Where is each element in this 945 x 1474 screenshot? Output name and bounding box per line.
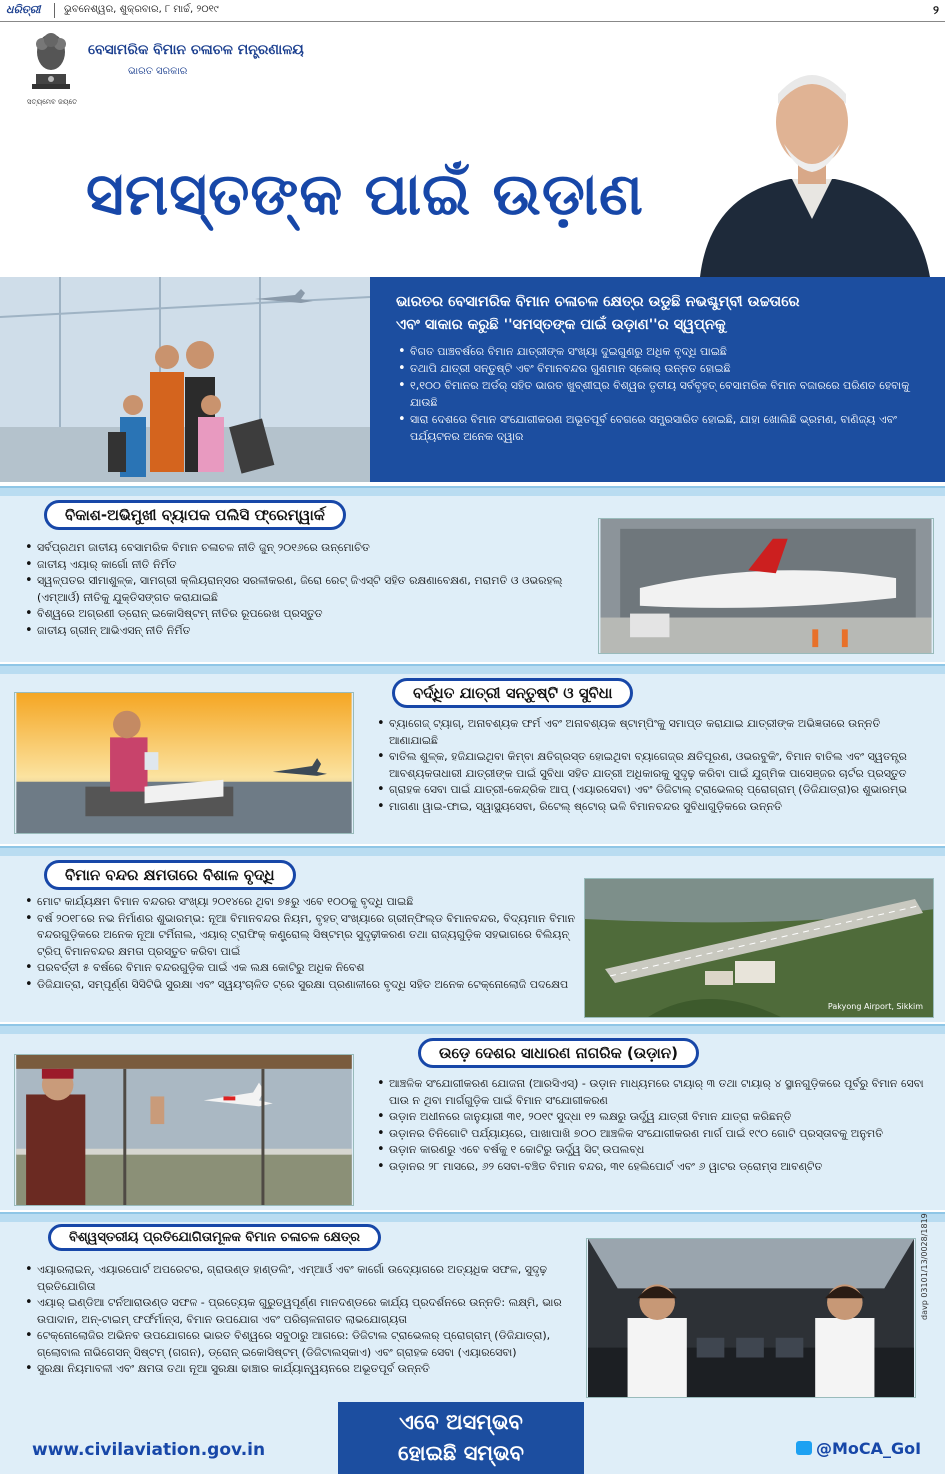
list-item: • ଏୟାରଲାଇନ୍, ଏୟାରପୋର୍ଟ ଅପରେଟର, ଗ୍ରାଉଣ୍ଡ ହାଣ୍ଡଲିଂ, ଏମ୍ଆର୍ଓ ଏବଂ କାର୍ଗୋ ଉଦ୍ୟୋଗରେ ଅତ୍ୟଧିକ ସଫଳ, ସୁଦୃଢ଼ ପ୍ରତିଯୋଗିତା	[24, 1262, 584, 1295]
list-item: • ବାତିଲ ଶୁଳ୍କ, ହଜିଯାଇଥିବା କିମ୍ବା କ୍ଷତିଗ୍ରସ୍ତ ହୋଇଥିବା ବ୍ୟାଗେଜ୍‌ର କ୍ଷତିପୂରଣ, ଓଭରବୁକିଂ, ବିମାନ ବାତିଲ ଏବଂ ସ୍ୱତନ୍ତ୍ର ଆବଶ୍ୟକତାଧାରୀ ଯାତ୍ରୀଙ୍କ ପାଇଁ ସୁବିଧା ସହିତ ଯାତ୍ରୀ ଅଧିକାରକୁ ସୁଦୃଢ଼ କରିବା ପାଇଁ ଯୁଗ୍ମିକ ପାସେଞ୍ଜର ଚାର୍ଟର ପ୍ରସ୍ତୁତ	[376, 749, 931, 782]
newspaper-name: ଧରିତ୍ରୀ	[6, 3, 41, 16]
intro-title-line1: ଭାରତର ବେସାମରିକ ବିମାନ ଚଳାଚଳ କ୍ଷେତ୍ର ଉଡୁଛି ନଭଶ୍ଚୁମ୍ବୀ ଉଚ୍ଚତାରେ	[396, 294, 800, 310]
list-item: • ତଥାପି ଯାତ୍ରୀ ସନ୍ତୁଷ୍ଟି ଏବଂ ବିମାନବନ୍ଦର ଗୁଣମାନ ସ୍କୋର୍ ଉନ୍ନତ ହୋଇଛି	[396, 360, 923, 377]
newspaper-masthead	[0, 0, 945, 22]
list-item: • ବର୍ଷ ୨୦୧୮ରେ ନଭ ନିର୍ମାଣର ଶୁଭାରମ୍ଭ: ନୂଆ ବିମାନବନ୍ଦର ନିୟମ, ବୃହତ୍ ସଂଖ୍ୟାରେ ଗ୍ରୀନ୍‌ଫିଲ୍ଡ ବିମାନବନ୍ଦର, ବିଦ୍ୟମାନ ବିମାନ ବନ୍ଦରଗୁଡ଼ିକରେ ଅନେକ ନୂଆ ଟର୍ମିନାଲ, ଏୟାର୍ ଟ୍ରାଫିକ୍ କଣ୍ଟ୍ରୋଲ୍ ସିଷ୍ଟମ୍‌ର ସୁଦୃଢ଼ୀକରଣ ତଥା ରାଜ୍ୟଗୁଡ଼ିକ ସହଭାଗରେ ବିଲିୟନ୍ ଟ୍ରିପ୍ ବିମାନବନ୍ଦର କ୍ଷମତା ପ୍ରସ୍ତୁତ କରିବା ପାଇଁ	[24, 911, 584, 961]
family-at-airport-photo	[0, 277, 370, 482]
intro-title	[396, 291, 923, 337]
list-item: • ଗ୍ରାହକ ସେବା ପାଇଁ ଯାତ୍ରୀ-କେନ୍ଦ୍ରିକ ଆପ୍ (ଏୟାରସେବା) ଏବଂ ଡିଜିଟାଲ୍ ଟ୍ରାଭେଲର୍ ପ୍ରୋଗ୍ରାମ୍ (ଡିଜିଯାତ୍ରା)ର ଶୁଭାରମ୍ଭ	[376, 782, 931, 799]
photo-caption: Pakyong Airport, Sikkim	[827, 1002, 923, 1011]
section-band	[0, 1214, 945, 1222]
section-band	[0, 848, 945, 856]
section-title: ବିଶ୍ୱସ୍ତରୀୟ ପ୍ରତିଯୋଗିତାମୂଳକ ବିମାନ ଚଳାଚଳ କ୍ଷେତ୍ର	[48, 1224, 381, 1251]
list-item: • ଜାତୀୟ ଗ୍ରୀନ୍ ଆଭିଏସନ୍ ନୀତି ନିର୍ମିତ	[24, 623, 594, 640]
pakyong-airport-photo	[584, 878, 934, 1018]
section-title: ଉଡ଼େ ଦେଶର ସାଧାରଣ ନାଗରିକ (ଉଡ଼ାନ)	[418, 1038, 699, 1068]
intro-title-line2: ଏବଂ ସାକାର କରୁଛି ''ସମସ୍ତଙ୍କ ପାଇଁ ଉଡ଼ାଣ''ର ସ୍ୱପ୍ନକୁ	[396, 317, 726, 333]
woman-with-tablet-photo	[14, 692, 354, 834]
list-item: • ଉଡ଼ାନ ଅଧୀନରେ ଜାନୁୟାରୀ ୩୧, ୨୦୧୯ ସୁଦ୍ଧା ୧୨ ଲକ୍ଷରୁ ଊର୍ଦ୍ଧ୍ୱ ଯାତ୍ରୀ ବିମାନ ଯାତ୍ରା କରିଛନ୍ତି	[376, 1109, 931, 1126]
list-item: • ପରବର୍ତ୍ତୀ ୫ ବର୍ଷରେ ବିମାନ ବନ୍ଦରଗୁଡ଼ିକ ପାଇଁ ଏକ ଲକ୍ଷ କୋଟିରୁ ଅଧିକ ନିବେଶ	[24, 960, 584, 977]
list-item: • ଟେକ୍ନୋଲୋଜିର ଅଭିନବ ଉପଯୋଗରେ ଭାରତ ବିଶ୍ୱରେ ସବୁଠାରୁ ଆଗରେ: ଡିଜିଟାଲ ଟ୍ରାଭେଲର୍ ପ୍ରୋଗ୍ରାମ୍ (ଡିଜିଯାତ୍ରା), ଗ୍ଲୋବାଲ ନାଭିଗେସନ୍ ସିଷ୍ଟମ୍ (ଗଗନ), ଡ୍ରୋନ୍ ଇକୋସିଷ୍ଟମ୍ (ଡିଜିଟାଲସ୍କାଏ) ଏବଂ ଗ୍ରାହକ ସେବା (ଏୟାରସେବା)	[24, 1328, 584, 1361]
section-title: ବିକାଶ-ଅଭିମୁଖୀ ବ୍ୟାପକ ପଲିସି ଫ୍ରେମ୍‌ୱାର୍କ	[44, 500, 346, 530]
dateline: ଭୁବନେଶ୍ୱର, ଶୁକ୍ରବାର, ୮ ମାର୍ଚ୍ଚ, ୨୦୧୯	[64, 4, 219, 15]
list-item: • ଉଡ଼ାନ କାରଣରୁ ଏବେ ବର୍ଷକୁ ୧ କୋଟିରୁ ଊର୍ଦ୍ଧ୍ୱ ସିଟ୍ ଉପଲବ୍ଧ	[376, 1142, 931, 1159]
aircraft-hangar-photo	[598, 518, 934, 654]
section-band	[0, 488, 945, 496]
list-item: • ମାଗଣା ୱାଇ-ଫାଇ, ସ୍ୱାସ୍ଥ୍ୟସେବା, ରିଟେଲ୍ ଷ୍ଟୋର୍ ଭଳି ବିମାନବନ୍ଦର ସୁବିଧାଗୁଡ଼ିକରେ ଉନ୍ନତି	[376, 799, 931, 816]
section-bullet-list	[376, 716, 931, 815]
website-link[interactable]: www.civilaviation.gov.in	[32, 1440, 266, 1460]
women-pilots-cockpit-photo	[586, 1238, 916, 1398]
footer	[0, 1402, 945, 1474]
emblem-motto: ସତ୍ୟମେବ ଜୟତେ	[26, 98, 78, 106]
hero-section	[0, 22, 945, 277]
davp-code: davp 03101/13/0028/1819	[920, 1213, 929, 1320]
twitter-handle-text: @MoCA_GoI	[816, 1439, 922, 1458]
list-item: • ବ୍ୟାଗେଜ୍ ଟ୍ୟାଗ୍, ଅନାବଶ୍ୟକ ଫର୍ମ ଏବଂ ଅନାବଶ୍ୟକ ଷ୍ଟାମ୍ପିଂକୁ ସମାପ୍ତ କରାଯାଇ ଯାତ୍ରୀଙ୍କ ଅଭିଜ୍ଞତାରେ ଉନ୍ନତି ଆଣାଯାଇଛି	[376, 716, 931, 749]
section-competitive-sector	[0, 1212, 945, 1402]
intro-section	[0, 277, 945, 482]
government-name: ଭାରତ ସରକାର	[128, 66, 188, 77]
list-item: • ଉଡ଼ାନର ତିନିଗୋଟି ପର୍ଯ୍ୟାୟରେ, ପାଖାପାଖି ୭୦୦ ଆଞ୍ଚଳିକ ସଂଯୋଗୀକରଣ ମାର୍ଗ ପାଇଁ ୧୯୦ ଗୋଟି ପ୍ରସ୍ତାବକୁ ଅନୁମତି	[376, 1126, 931, 1143]
intro-bullet-list	[396, 343, 923, 445]
list-item: • ସ୍ୱଳ୍ପତର ସୀମାଶୁଳ୍କ, ସାମଗ୍ରୀ କ୍ଲିୟରାନ୍ସର ସରଳୀକରଣ, ଜିରୋ ରେଟ୍ ଜିଏସ୍‌ଟି ସହିତ ରକ୍ଷଣାବେକ୍ଷଣ, ମରାମତି ଓ ଓଭରହଲ୍ (ଏମ୍ଆର୍ଓ) ନୀତିକୁ ଯୁକ୍ତିସଙ୍ଗତ କରାଯାଇଛି	[24, 573, 594, 606]
section-band	[0, 666, 945, 674]
section-title: ବର୍ଦ୍ଧିତ ଯାତ୍ରୀ ସନ୍ତୁଷ୍ଟି ଓ ସୁବିଧା	[392, 678, 633, 708]
list-item: • ଏୟାର୍ ଇଣ୍ଡିଆ ଟର୍ନଆରାଉଣ୍ଡ ସଫଳ - ପ୍ରତ୍ୟେକ ଗୁରୁତ୍ୱପୂର୍ଣ୍ଣ ମାନଦଣ୍ଡରେ କାର୍ଯ୍ୟ ପ୍ରଦର୍ଶନରେ ଉନ୍ନତି: ଲକ୍ଷ୍ମି, ଭାର ଉପାଦାନ, ଅନ୍-ଟାଇମ୍ ଫର୍ଫର୍ମାନ୍ସ, ବିମାନ ଉପଯୋଗ ଏବଂ ପରିଚାଳନାଗତ ଲାଭଯୋଗ୍ୟତା	[24, 1295, 584, 1328]
ministry-name: ବେସାମରିକ ବିମାନ ଚଳାଚଳ ମନ୍ତ୍ରଣାଳୟ	[88, 42, 304, 58]
list-item: • ଆଞ୍ଚଳିକ ସଂଯୋଗୀକରଣ ଯୋଜନା (ଆରସିଏସ୍) - ଉଡ଼ାନ ମାଧ୍ୟମରେ ଟାୟାର୍ ୩ ତଥା ଟାୟାର୍ ୪ ସ୍ଥାନଗୁଡ଼ିକରେ ପୂର୍ବରୁ ବିମାନ ସେବା ପାଉ ନ ଥିବା ମାର୍ଗଗୁଡ଼ିକ ପାଇଁ ବିମାନ ସଂଯୋଗୀକରଣ	[376, 1076, 931, 1109]
man-waving-at-plane-photo	[14, 1054, 354, 1206]
headline: ସମସ୍ତଙ୍କ ପାଇଁ ଉଡ଼ାଣ	[86, 160, 644, 228]
section-udan	[0, 1024, 945, 1210]
section-airport-capacity	[0, 846, 945, 1022]
section-bullet-list	[24, 894, 584, 993]
section-passenger-satisfaction	[0, 664, 945, 844]
section-bullet-list	[376, 1076, 931, 1175]
list-item: • ବିଶ୍ୱରେ ଅଗ୍ରଣୀ ଡ୍ରୋନ୍ ଇକୋସିଷ୍ଟମ୍ ନୀତିର ରୂପରେଖ ପ୍ରସ୍ତୁତ	[24, 606, 594, 623]
list-item: • ମୋଟ କାର୍ଯ୍ୟକ୍ଷମ ବିମାନ ବନ୍ଦରର ସଂଖ୍ୟା ୨୦୧୪ରେ ଥିବା ୭୫ରୁ ଏବେ ୧୦୦କୁ ବୃଦ୍ଧି ପାଇଛି	[24, 894, 584, 911]
list-item: • ଡିଜିଯାତ୍ରା, ସମ୍ପୂର୍ଣ୍ଣ ସିସିଟିଭି ସୁରକ୍ଷା ଏବଂ ସ୍ୱୟଂଚାଳିତ ଟ୍ରେ ସୁରକ୍ଷା ପ୍ରଣାଳୀରେ ବୃଦ୍ଧି ସହିତ ଅନେକ ଟେକ୍ନୋଲୋଜି ପଦକ୍ଷେପ	[24, 977, 584, 994]
section-title: ବିମାନ ବନ୍ଦର କ୍ଷମତାରେ ବିଶାଳ ବୃଦ୍ଧି	[44, 860, 296, 890]
list-item: • ୧,୧୦୦ ବିମାନର ଅର୍ଡର୍ ସହିତ ଭାରତ ଖୁବ୍‌ଶୀଘ୍ର ବିଶ୍ୱର ତୃତୀୟ ସର୍ବବୃହତ୍ ବେସାମରିକ ବିମାନ ବଜାରରେ ପରିଣତ ହେବାକୁ ଯାଉଛି	[396, 377, 923, 411]
section-policy-framework	[0, 486, 945, 662]
slogan-box	[338, 1402, 584, 1474]
pm-portrait-photo	[680, 44, 945, 277]
page-number: ୨	[933, 3, 939, 17]
intro-blue-panel	[370, 277, 945, 482]
list-item: • ଉଡ଼ାନର ୨୮ ମାସରେ, ୬୨ ସେବା-ବଞ୍ଚିତ ବିମାନ ବନ୍ଦର, ୩୧ ହେଲିପୋର୍ଟ ଏବଂ ୬ ୱାଟର ଡ୍ରୋମ୍‌ସ ଆବଣ୍ଟିତ	[376, 1159, 931, 1176]
list-item: • ସୁରକ୍ଷା ନିୟମାବଳୀ ଏବଂ କ୍ଷମତା ତଥା ନୂଆ ସୁରକ୍ଷା ଢାଞ୍ଚାର କାର୍ଯ୍ୟାନ୍ୱୟନରେ ଅଭୂତପୂର୍ବ ଉନ୍ନତି	[24, 1361, 584, 1378]
national-emblem-icon	[28, 30, 74, 92]
twitter-handle[interactable]	[796, 1439, 921, 1458]
aerial-airport-illustration	[585, 879, 934, 1018]
list-item: • ସାରା ଦେଶରେ ବିମାନ ସଂଯୋଗୀକରଣ ଅଭୂତପୂର୍ବ ବେଗରେ ସମ୍ପ୍ରସାରିତ ହୋଇଛି, ଯାହା ଖୋଲିଛି ଭ୍ରମଣ, ବାଣିଜ୍ୟ ଏବଂ ପର୍ଯ୍ୟଟନର ଅନେକ ଦ୍ୱାର	[396, 411, 923, 445]
list-item: • ଜାତୀୟ ଏୟାର୍ କାର୍ଗୋ ନୀତି ନିର୍ମିତ	[24, 557, 594, 574]
section-band	[0, 1026, 945, 1034]
list-item: • ସର୍ବପ୍ରଥମ ଜାତୀୟ ବେସାମରିକ ବିମାନ ଚଳାଚଳ ନୀତି ଜୁନ୍ ୨୦୧୬ରେ ଉନ୍ମୋଚିତ	[24, 540, 594, 557]
twitter-icon	[796, 1441, 812, 1455]
slogan-line2: ହୋଇଛି ସମ୍ଭବ	[398, 1441, 524, 1465]
masthead-divider	[54, 3, 55, 18]
list-item: • ବିଗତ ପାଞ୍ଚବର୍ଷରେ ବିମାନ ଯାତ୍ରୀଙ୍କ ସଂଖ୍ୟା ଦୁଇଗୁଣରୁ ଅଧିକ ବୃଦ୍ଧି ପାଇଛି	[396, 343, 923, 360]
slogan-line1: ଏବେ ଅସମ୍ଭବ	[399, 1410, 523, 1434]
section-bullet-list	[24, 1262, 584, 1378]
section-bullet-list	[24, 540, 594, 639]
